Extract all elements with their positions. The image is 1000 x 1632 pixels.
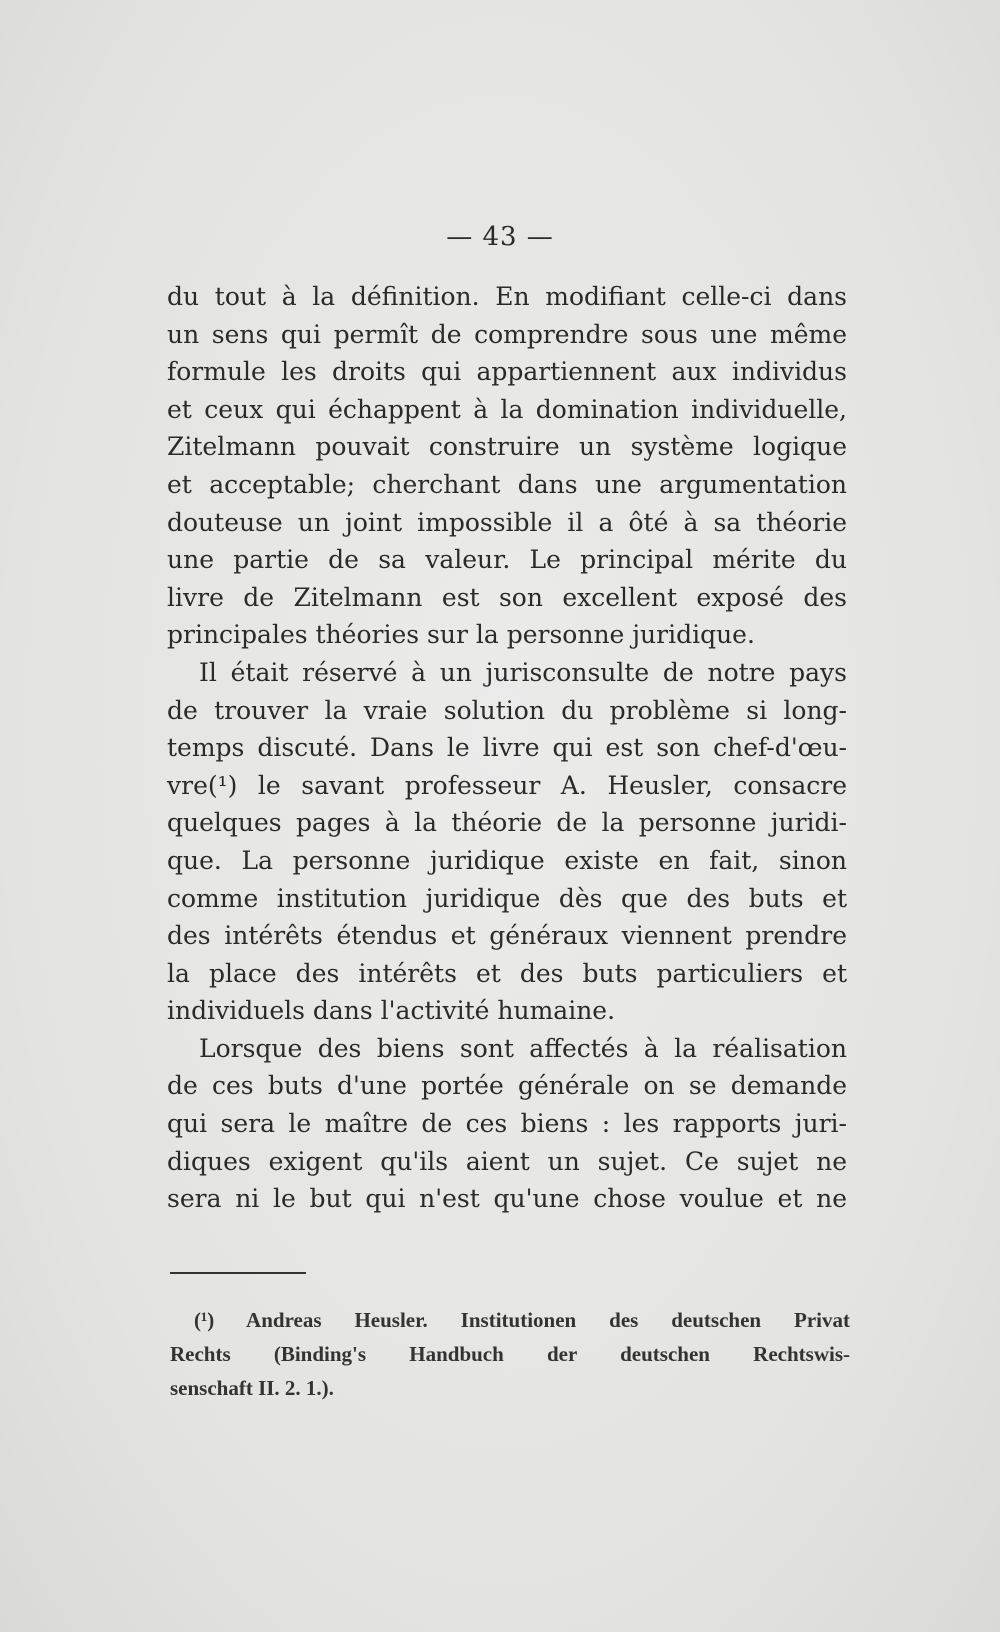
footnote-line: Rechts (Binding's Handbuch der deutschen Rechtswis-: [170, 1342, 850, 1366]
body-line: de ces buts d'une portée générale on se demande: [167, 1071, 847, 1101]
body-line: comme institution juridique dès que des buts et: [167, 883, 847, 913]
body-line: principales théories sur la personne juridique.: [167, 620, 755, 650]
body-line: et ceux qui échappent à la domination individuelle,: [167, 394, 847, 424]
body-line: Il était réservé à un jurisconsulte de notre pays: [199, 657, 847, 687]
footnote: [170, 1303, 850, 1405]
body-line: temps discuté. Dans le livre qui est son chef-d'œu-: [167, 733, 847, 763]
body-line: que. La personne juridique existe en fait, sinon: [167, 845, 847, 875]
body-line: individuels dans l'activité humaine.: [167, 996, 616, 1026]
footnote-line: senschaft II. 2. 1.).: [170, 1376, 334, 1400]
body-line: des intérêts étendus et généraux viennent prendre: [167, 921, 847, 951]
body-line: une partie de sa valeur. Le principal mérite du: [167, 545, 847, 575]
body-line: vre(¹) le savant professeur A. Heusler, consacre: [167, 770, 847, 800]
footnote-divider: [170, 1272, 306, 1274]
body-line: diques exigent qu'ils aient un sujet. Ce sujet ne: [167, 1146, 847, 1176]
footnote-line: (¹) Andreas Heusler. Institutionen des deutschen Privat: [194, 1308, 850, 1332]
body-line: Zitelmann pouvait construire un système logique: [167, 432, 847, 462]
body-line: de trouver la vraie solution du problème si long-: [167, 695, 847, 725]
page-number: — 43 —: [446, 222, 554, 252]
body-line: la place des intérêts et des buts particuliers et: [167, 958, 847, 988]
body-line: et acceptable; cherchant dans une argumentation: [167, 469, 847, 499]
body-line: livre de Zitelmann est son excellent exposé des: [167, 582, 847, 612]
body-line: qui sera le maître de ces biens : les rapports juri-: [167, 1109, 847, 1139]
body-text: [167, 278, 847, 1218]
body-line: douteuse un joint impossible il a ôté à sa théorie: [167, 507, 847, 537]
body-line: Lorsque des biens sont affectés à la réalisation: [199, 1033, 847, 1063]
body-line: quelques pages à la théorie de la personne juridi-: [167, 808, 847, 838]
body-line: du tout à la définition. En modifiant celle-ci dans: [167, 282, 847, 311]
body-line: formule les droits qui appartiennent aux individus: [167, 357, 847, 387]
body-line: un sens qui permît de comprendre sous une même: [167, 319, 847, 349]
body-line: sera ni le but qui n'est qu'une chose voulue et ne: [167, 1184, 847, 1214]
